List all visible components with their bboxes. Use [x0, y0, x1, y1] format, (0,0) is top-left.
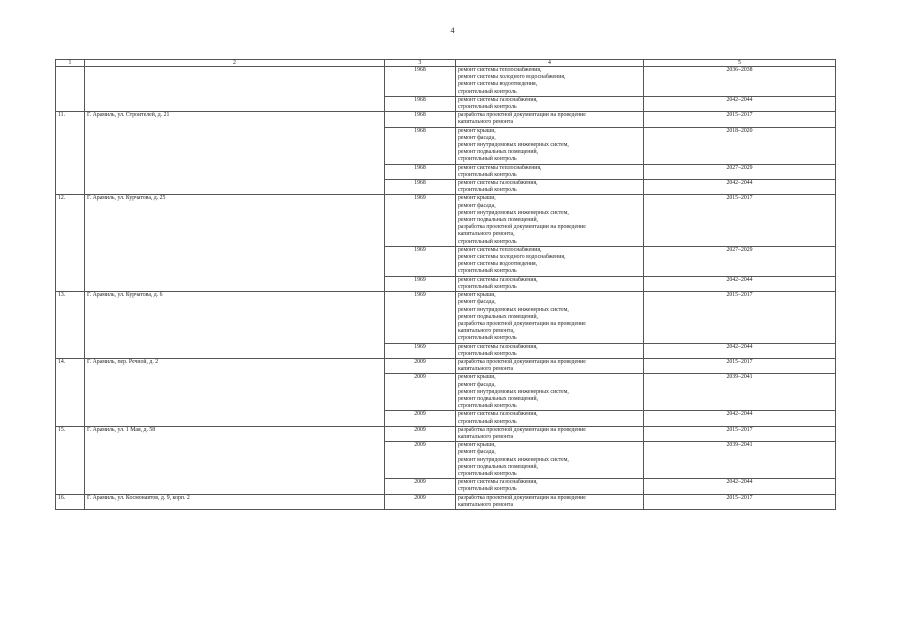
work-item: ремонт системы газоснабжения,	[458, 479, 538, 486]
address-cell: Г. Арамиль, ул. 1 Мая, д. 58	[85, 426, 385, 494]
works-cell	[456, 442, 644, 479]
period-cell: 2015–2017	[644, 358, 836, 373]
work-item: капитального ремонта	[458, 501, 514, 508]
works-cell	[456, 426, 644, 441]
row-number-cell: 16.	[56, 494, 85, 509]
year-cell: 1969	[385, 292, 456, 343]
table-row	[56, 195, 836, 246]
row-number-cell: 14.	[56, 358, 85, 426]
year-cell: 2009	[385, 374, 456, 411]
works-cell	[456, 180, 644, 195]
row-number-cell: 13.	[56, 292, 85, 359]
work-item: разработка проектной документации на проведение	[458, 112, 586, 119]
address-cell: Г. Арамиль, ул. Курчатова, д. 25	[85, 195, 385, 292]
work-item: строительный контроль	[458, 104, 517, 111]
period-cell: 2027–2029	[644, 246, 836, 276]
work-item: строительный контроль	[458, 156, 517, 163]
year-cell: 1969	[385, 246, 456, 276]
work-item: ремонт крыши,	[458, 374, 496, 381]
work-item: ремонт системы теплоснабжения,	[458, 164, 542, 171]
row-number-cell	[56, 67, 85, 112]
year-cell: 1968	[385, 112, 456, 127]
year-cell: 2009	[385, 442, 456, 479]
work-item: строительный контроль	[458, 283, 517, 290]
year-cell: 1969	[385, 343, 456, 358]
work-item: ремонт системы газоснабжения,	[458, 96, 538, 103]
works-cell	[456, 411, 644, 426]
address-cell: Г. Арамиль, пер. Речной, д. 2	[85, 358, 385, 426]
work-item: строительный контроль	[458, 418, 517, 425]
works-cell	[456, 494, 644, 509]
work-item: ремонт внутридомовых инженерных систем,	[458, 142, 569, 149]
work-item: ремонт фасада,	[458, 202, 496, 209]
works-cell	[456, 343, 644, 358]
work-item: ремонт внутридомовых инженерных систем,	[458, 209, 569, 216]
work-item: разработка проектной документации на проведение	[458, 426, 586, 433]
work-item: ремонт внутридомовых инженерных систем,	[458, 306, 569, 313]
table-row	[56, 292, 836, 343]
table-row	[56, 358, 836, 373]
work-item: строительный контроль	[458, 486, 517, 493]
work-item: ремонт системы теплоснабжения,	[458, 67, 542, 73]
work-item: ремонт подвальных помещений,	[458, 313, 538, 320]
works-cell	[456, 127, 644, 164]
row-number-cell: 11.	[56, 112, 85, 195]
work-item: ремонт системы холодного водоснабжения,	[458, 74, 566, 81]
address-cell	[85, 67, 385, 112]
table-row	[56, 67, 836, 97]
year-cell: 1968	[385, 67, 456, 97]
work-item: ремонт крыши,	[458, 442, 496, 449]
year-cell: 2009	[385, 411, 456, 426]
work-item: ремонт системы газоснабжения,	[458, 411, 538, 418]
column-header-5: 5	[644, 60, 836, 67]
work-item: строительный контроль	[458, 350, 517, 357]
work-item: ремонт подвальных помещений,	[458, 217, 538, 224]
works-cell	[456, 112, 644, 127]
period-cell: 2042–2044	[644, 411, 836, 426]
works-cell	[456, 276, 644, 291]
header-row	[56, 60, 836, 67]
period-cell: 2015–2017	[644, 112, 836, 127]
work-item: строительный контроль	[458, 268, 517, 275]
work-item: капитального ремонта	[458, 433, 514, 440]
address-cell: Г. Арамиль, ул. Курчатова, д. 6	[85, 292, 385, 359]
work-item: ремонт системы газоснабжения,	[458, 180, 538, 187]
table-row	[56, 494, 836, 509]
period-cell: 2015–2017	[644, 292, 836, 343]
page-number: 4	[450, 26, 455, 35]
work-item: ремонт фасада,	[458, 299, 496, 306]
works-cell	[456, 67, 644, 97]
work-item: капитального ремонта,	[458, 231, 515, 238]
work-item: ремонт подвальных помещений,	[458, 395, 538, 402]
work-item: строительный контроль	[458, 335, 517, 342]
work-item: ремонт внутридомовых инженерных систем,	[458, 388, 569, 395]
year-cell: 1969	[385, 195, 456, 246]
period-cell: 2039–2041	[644, 374, 836, 411]
works-cell	[456, 292, 644, 343]
row-number-cell: 15.	[56, 426, 85, 494]
work-item: ремонт системы теплоснабжения,	[458, 246, 542, 253]
work-item: ремонт системы холодного водоснабжения,	[458, 254, 566, 261]
works-cell	[456, 96, 644, 111]
work-item: ремонт крыши,	[458, 292, 496, 299]
work-item: разработка проектной документации на проведение	[458, 320, 586, 327]
period-cell: 2015–2017	[644, 195, 836, 246]
work-item: строительный контроль	[458, 171, 517, 178]
year-cell: 1968	[385, 127, 456, 164]
work-item: строительный контроль	[458, 238, 517, 245]
work-item: ремонт системы газоснабжения,	[458, 276, 538, 283]
year-cell: 2009	[385, 358, 456, 373]
works-cell	[456, 195, 644, 246]
address-cell: Г. Арамиль, ул. Строителей, д. 21	[85, 112, 385, 195]
period-cell: 2036–2038	[644, 67, 836, 97]
address-cell: Г. Арамиль, ул. Космонавтов, д. 9, корп. 2	[85, 494, 385, 509]
work-item: ремонт крыши,	[458, 127, 496, 134]
work-item: строительный контроль	[458, 470, 517, 477]
year-cell: 2009	[385, 494, 456, 509]
works-cell	[456, 479, 644, 494]
column-header-2: 2	[85, 60, 385, 67]
period-cell: 2042–2044	[644, 343, 836, 358]
work-item: капитального ремонта,	[458, 328, 515, 335]
work-item: ремонт крыши,	[458, 195, 496, 202]
period-cell: 2027–2029	[644, 164, 836, 179]
works-cell	[456, 374, 644, 411]
works-cell	[456, 164, 644, 179]
work-item: ремонт системы водоотведения,	[458, 81, 538, 88]
period-cell: 2015–2017	[644, 494, 836, 509]
year-cell: 1969	[385, 276, 456, 291]
column-header-1: 1	[56, 60, 85, 67]
works-cell	[456, 358, 644, 373]
period-cell: 2042–2044	[644, 479, 836, 494]
work-item: ремонт фасада,	[458, 134, 496, 141]
period-cell: 2042–2044	[644, 96, 836, 111]
work-item: ремонт системы газоснабжения,	[458, 343, 538, 350]
work-item: капитального ремонта	[458, 366, 514, 373]
column-header-4: 4	[456, 60, 644, 67]
work-item: разработка проектной документации на проведение	[458, 358, 586, 365]
work-item: разработка проектной документации на проведение	[458, 494, 586, 501]
year-cell: 1968	[385, 96, 456, 111]
period-cell: 2018–2020	[644, 127, 836, 164]
work-item: строительный контроль	[458, 403, 517, 410]
work-item: капитального ремонта	[458, 119, 514, 126]
work-item: ремонт фасада,	[458, 381, 496, 388]
work-item: ремонт подвальных помещений,	[458, 149, 538, 156]
year-cell: 1968	[385, 180, 456, 195]
year-cell: 2009	[385, 479, 456, 494]
work-item: ремонт фасада,	[458, 449, 496, 456]
year-cell: 1968	[385, 164, 456, 179]
work-item: строительный контроль	[458, 88, 517, 95]
work-item: ремонт системы водоотведения,	[458, 261, 538, 268]
work-item: разработка проектной документации на проведение	[458, 224, 586, 231]
period-cell: 2042–2044	[644, 276, 836, 291]
table-row	[56, 112, 836, 127]
period-cell: 2042–2044	[644, 180, 836, 195]
column-header-3: 3	[385, 60, 456, 67]
period-cell: 2039–2041	[644, 442, 836, 479]
table-body	[56, 67, 836, 510]
work-item: строительный контроль	[458, 187, 517, 194]
works-cell	[456, 246, 644, 276]
period-cell: 2015–2017	[644, 426, 836, 441]
year-cell: 2009	[385, 426, 456, 441]
work-item: ремонт подвальных помещений,	[458, 463, 538, 470]
capital-repair-table	[55, 59, 836, 510]
row-number-cell: 12.	[56, 195, 85, 292]
table-row	[56, 426, 836, 441]
work-item: ремонт внутридомовых инженерных систем,	[458, 456, 569, 463]
